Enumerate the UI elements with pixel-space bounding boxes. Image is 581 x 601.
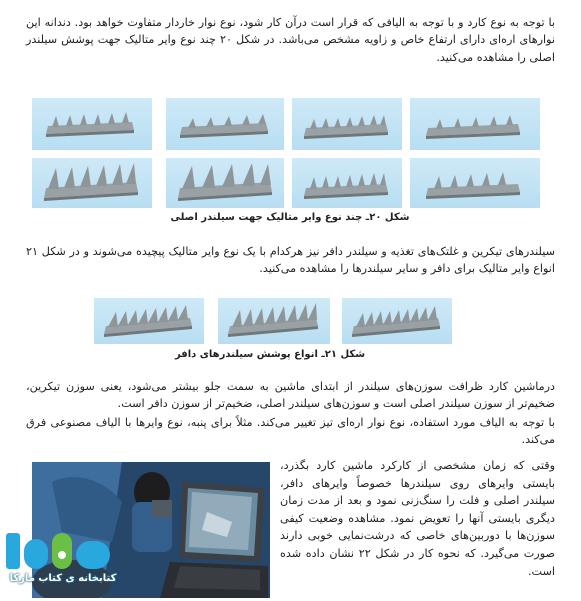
wire-sample-2 xyxy=(166,98,284,150)
watermark-subtitle: کتابخانه ی کتاب مارکا xyxy=(9,573,117,584)
doffer-wire-sample-2 xyxy=(218,298,330,344)
doffer-wire-sample-1 xyxy=(94,298,204,344)
paragraph-4: با توجه به الیاف مورد استفاده، نوع نوار اره‌ای تیز تغییر می‌کند. مثلاً برای پنبه، نوع وایرها با الیاف مصنوعی فرق می‌کند. xyxy=(26,416,555,447)
figure-20-caption: شکل ۲۰ـ چند نوع وایر متالیک جهت سیلندر اصلی xyxy=(170,212,410,223)
doffer-wire-sample-3 xyxy=(342,298,452,344)
wire-sample-3 xyxy=(292,98,402,150)
wire-sample-1 xyxy=(32,98,152,150)
marka-logo-icon xyxy=(0,525,120,597)
figure-21-caption: شکل ۲۱ـ انواع پوشش سیلندرهای دافر xyxy=(174,349,366,360)
wire-sample-8 xyxy=(410,158,540,208)
wire-sample-4 xyxy=(410,98,540,150)
paragraph-3: درماشین کارد ظرافت سوزن‌های سیلندر از ابتدای ماشین به سمت جلو بیشتر می‌شود، یعنی سوزن تیکرین، ضخیم‌تر از سوزن سیلندر اصلی است و سوزن‌های سیلندر اصلی، ضخیم‌تر از سوزن دافر است. xyxy=(26,380,555,411)
watermark-logo xyxy=(0,525,120,597)
wire-sample-6 xyxy=(166,158,284,208)
paragraph-2: سیلندرهای تیکرین و غلتک‌های تغذیه و سیلندر دافر نیز هرکدام با یک نوع وایر متالیک پیچیده می‌شوند و در شکل ۲۱ انواع وایر متالیک برای دافر و سایر سیلندرها را مشاهده می‌کنید. xyxy=(26,245,555,276)
paragraph-5: وقتی که زمان مشخصی از کارکرد ماشین کارد بگذرد، بایستی وایرهای روی سیلندرها خصوصاً وایرهای دافر، سیلندر اصلی و فلت را سنگ‌زنی نمود و بعد از مدت زمان دیگری بایستی آنها را تعویض نمود. مشاهده وضعیت کیفی سوزن‌ها با دوربین‌های خاصی که درشت‌نمایی خوبی دارند صورت می‌گیرد. که نحوه کار در شکل ۲۲ نشان داده شده است. xyxy=(280,459,555,578)
wire-sample-5 xyxy=(32,158,152,208)
paragraph-1: با توجه به نوع کارد و با توجه به الیافی که قرار است درآن کار شود، نوع نوار خاردار متفاوت خواهد بود. دندانه این نوارهای اره‌ای دارای ارتفاع خاص و زاویه مشخص می‌باشد. در شکل ۲۰ چند نوع وایر متالیک جهت پوشش سیلندر اصلی را مشاهده می‌کنید. xyxy=(26,16,555,64)
wire-sample-7 xyxy=(292,158,402,208)
